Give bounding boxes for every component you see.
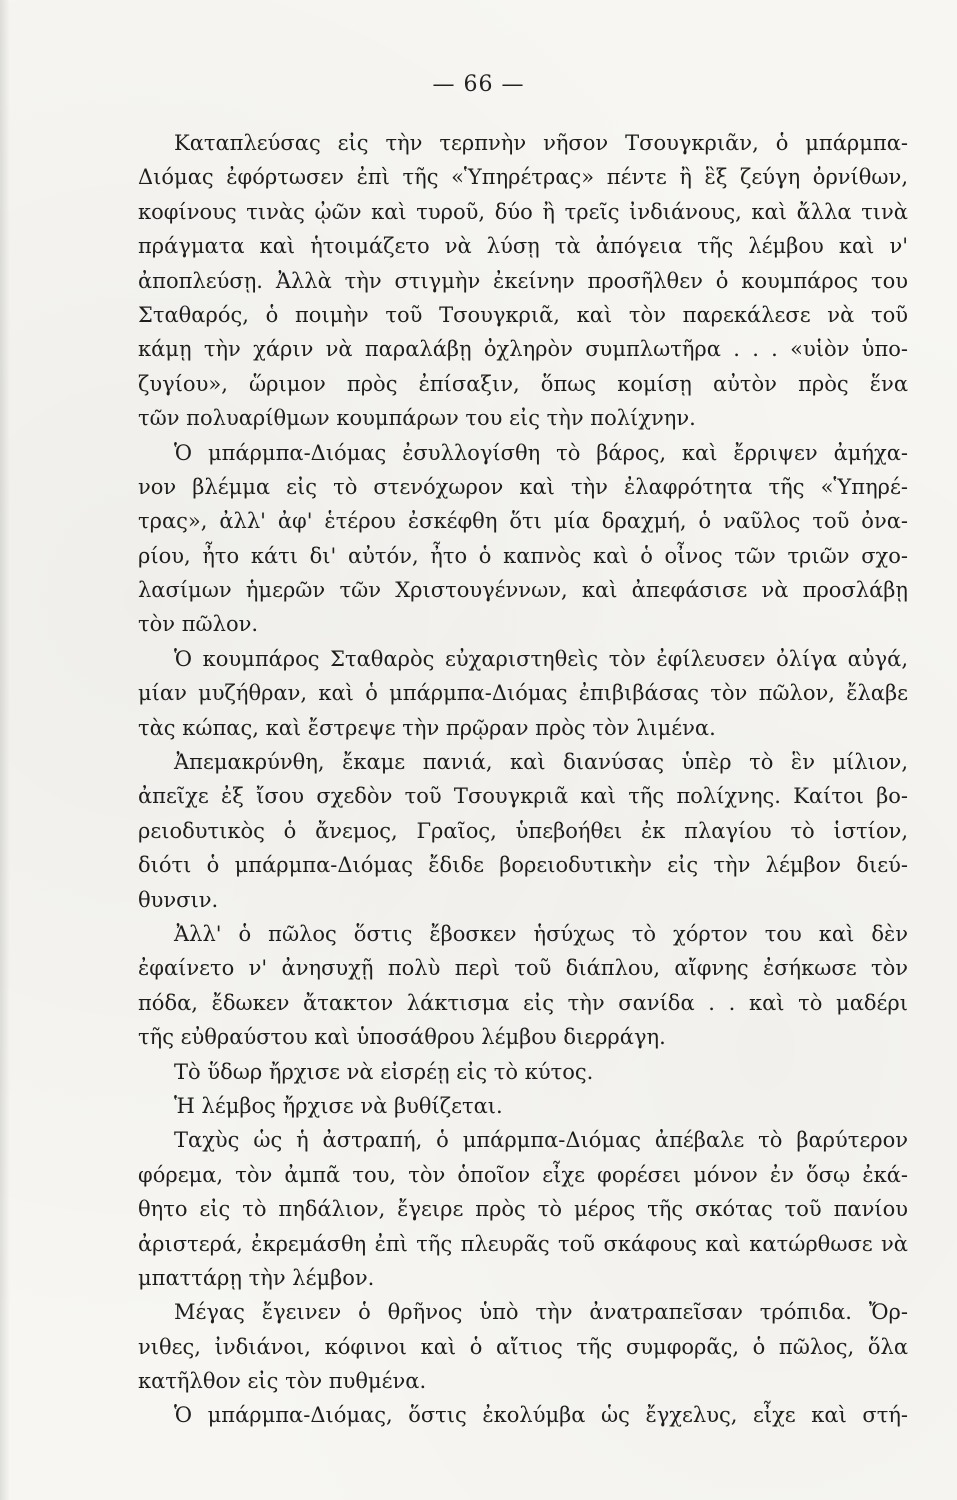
text-line: πράγματα καὶ ἡτοιμάζετο νὰ λύσῃ τὰ ἀπόγεια τῆς λέμβου καὶ ν': [138, 234, 908, 259]
text-line: τρας», ἀλλ' ἀφ' ἑτέρου ἐσκέφθη ὅτι μία δραχμή, ὁ ναῦλος τοῦ ὀνα-: [138, 509, 908, 534]
text-line: Ὁ κουμπάρος Σταθαρὸς εὐχαριστηθεὶς τὸν ἐφίλευσεν ὀλίγα αὐγά,: [174, 646, 908, 671]
text-line: τῶν πολυαρίθμων κουμπάρων του εἰς τὴν πολίχνην.: [138, 406, 696, 431]
text-line: Ὁ μπάρμπα-Διόμας ἐσυλλογίσθη τὸ βάρος, καὶ ἔρριψεν ἀμήχα-: [174, 440, 908, 465]
text-line: διότι ὁ μπάρμπα-Διόμας ἔδιδε βορειοδυτικὴν εἰς τὴν λέμβον διεύ-: [138, 853, 908, 878]
text-line: τῆς εὐθραύστου καὶ ὑποσάθρου λέμβου διερράγη.: [138, 1025, 666, 1050]
text-line: νον βλέμμα εἰς τὸ στενόχωρον καὶ τὴν ἐλαφρότητα τῆς «Ὑπηρέ-: [138, 474, 908, 499]
text-line: Ἀπεμακρύνθη, ἔκαμε πανιά, καὶ διανύσας ὑπὲρ τὸ ἓν μίλιον,: [174, 750, 908, 775]
text-line: ἀριστερά, ἐκρεμάσθη ἐπὶ τῆς πλευρᾶς τοῦ σκάφους καὶ κατώρθωσε νὰ: [138, 1231, 908, 1256]
text-line: ζυγίου», ὥριμον πρὸς ἐπίσαξιν, ὅπως κομίσῃ αὐτὸν πρὸς ἕνα: [138, 371, 908, 396]
text-line: Ἡ λέμβος ἤρχισε νὰ βυθίζεται.: [174, 1093, 503, 1118]
text-line: Σταθαρός, ὁ ποιμὴν τοῦ Τσουγκριᾶ, καὶ τὸν παρεκάλεσε νὰ τοῦ: [138, 302, 908, 327]
text-line: Καταπλεύσας εἰς τὴν τερπνὴν νῆσον Τσουγκριᾶν, ὁ μπάρμπα-: [174, 131, 908, 155]
page-number: — 66 —: [432, 72, 525, 97]
text-line: Μέγας ἔγεινεν ὁ θρῆνος ὑπὸ τὴν ἀνατραπεῖσαν τρόπιδα. Ὄρ-: [174, 1300, 908, 1325]
text-line: ἀπεῖχε ἐξ ἴσου σχεδὸν τοῦ Τσουγκριᾶ καὶ τῆς πολίχνης. Καίτοι βο-: [138, 784, 908, 809]
text-line: ρειοδυτικὸς ὁ ἄνεμος, Γραῖος, ὑπεβοήθει ἐκ πλαγίου τὸ ἱστίον,: [138, 818, 908, 843]
text-line: μίαν μυζήθραν, καὶ ὁ μπάρμπα-Διόμας ἐπιβιβάσας τὸν πῶλον, ἔλαβε: [138, 681, 908, 706]
text-line: φόρεμα, τὸν ἀμπᾶ του, τὸν ὁποῖον εἶχε φορέσει μόνον ἐν ὅσῳ ἐκά-: [138, 1162, 908, 1187]
text-line: Διόμας ἐφόρτωσεν ἐπὶ τῆς «Ὑπηρέτρας» πέντε ἢ ἓξ ζεύγη ὀρνίθων,: [138, 165, 908, 190]
text-line: Ἀλλ' ὁ πῶλος ὅστις ἔβοσκεν ἡσύχως τὸ χόρτον του καὶ δὲν: [174, 921, 908, 946]
binding-edge: [0, 0, 10, 1500]
text-line: ρίου, ἦτο κάτι δι' αὐτόν, ἦτο ὁ καπνὸς καὶ ὁ οἶνος τῶν τριῶν σχο-: [138, 543, 908, 568]
text-line: τὸν πῶλον.: [138, 612, 259, 637]
text-line: νιθες, ἰνδιάνοι, κόφινοι καὶ ὁ αἴτιος τῆς συμφορᾶς, ὁ πῶλος, ὅλα: [138, 1334, 908, 1359]
text-line: θητο εἰς τὸ πηδάλιον, ἔγειρε πρὸς τὸ μέρος τῆς σκότας τοῦ πανίου: [138, 1197, 908, 1222]
text-line: τὰς κώπας, καὶ ἔστρεψε τὴν πρῷραν πρὸς τὸν λιμένα.: [138, 715, 716, 740]
text-line: ἀποπλεύσῃ. Ἀλλὰ τὴν στιγμὴν ἐκείνην προσῆλθεν ὁ κουμπάρος του: [138, 268, 908, 293]
text-line: Ταχὺς ὡς ἡ ἀστραπή, ὁ μπάρμπα-Διόμας ἀπέβαλε τὸ βαρύτερον: [174, 1128, 908, 1153]
text-line: κατῆλθον εἰς τὸν πυθμένα.: [138, 1369, 427, 1394]
text-line: κοφίνους τινὰς ᾠῶν καὶ τυροῦ, δύο ἢ τρεῖς ἰνδιάνους, καὶ ἄλλα τινὰ: [138, 199, 908, 224]
text-line: Τὸ ὕδωρ ἤρχισε νὰ εἰσρέῃ εἰς τὸ κύτος.: [174, 1059, 594, 1084]
text-line: Ὁ μπάρμπα-Διόμας, ὅστις ἐκολύμβα ὡς ἔγχελυς, εἶχε καὶ στή-: [174, 1403, 908, 1428]
text-line: μπαττάρῃ τὴν λέμβον.: [138, 1265, 375, 1290]
text-line: ἐφαίνετο ν' ἀνησυχῇ πολὺ περὶ τοῦ διάπλου, αἴφνης ἐσήκωσε τὸν: [138, 956, 908, 981]
text-line: λασίμων ἡμερῶν τῶν Χριστουγέννων, καὶ ἀπεφάσισε νὰ προσλάβῃ: [138, 578, 908, 603]
text-line: κάμῃ τὴν χάριν νὰ παραλάβῃ ὀχληρὸν συμπλωτῆρα . . . «υἱὸν ὑπο-: [138, 337, 908, 362]
body-text: [138, 126, 908, 1433]
text-line: πόδα, ἔδωκεν ἄτακτον λάκτισμα εἰς τὴν σανίδα . . καὶ τὸ μαδέρι: [138, 990, 908, 1015]
text-line: θυνσιν.: [138, 887, 219, 912]
